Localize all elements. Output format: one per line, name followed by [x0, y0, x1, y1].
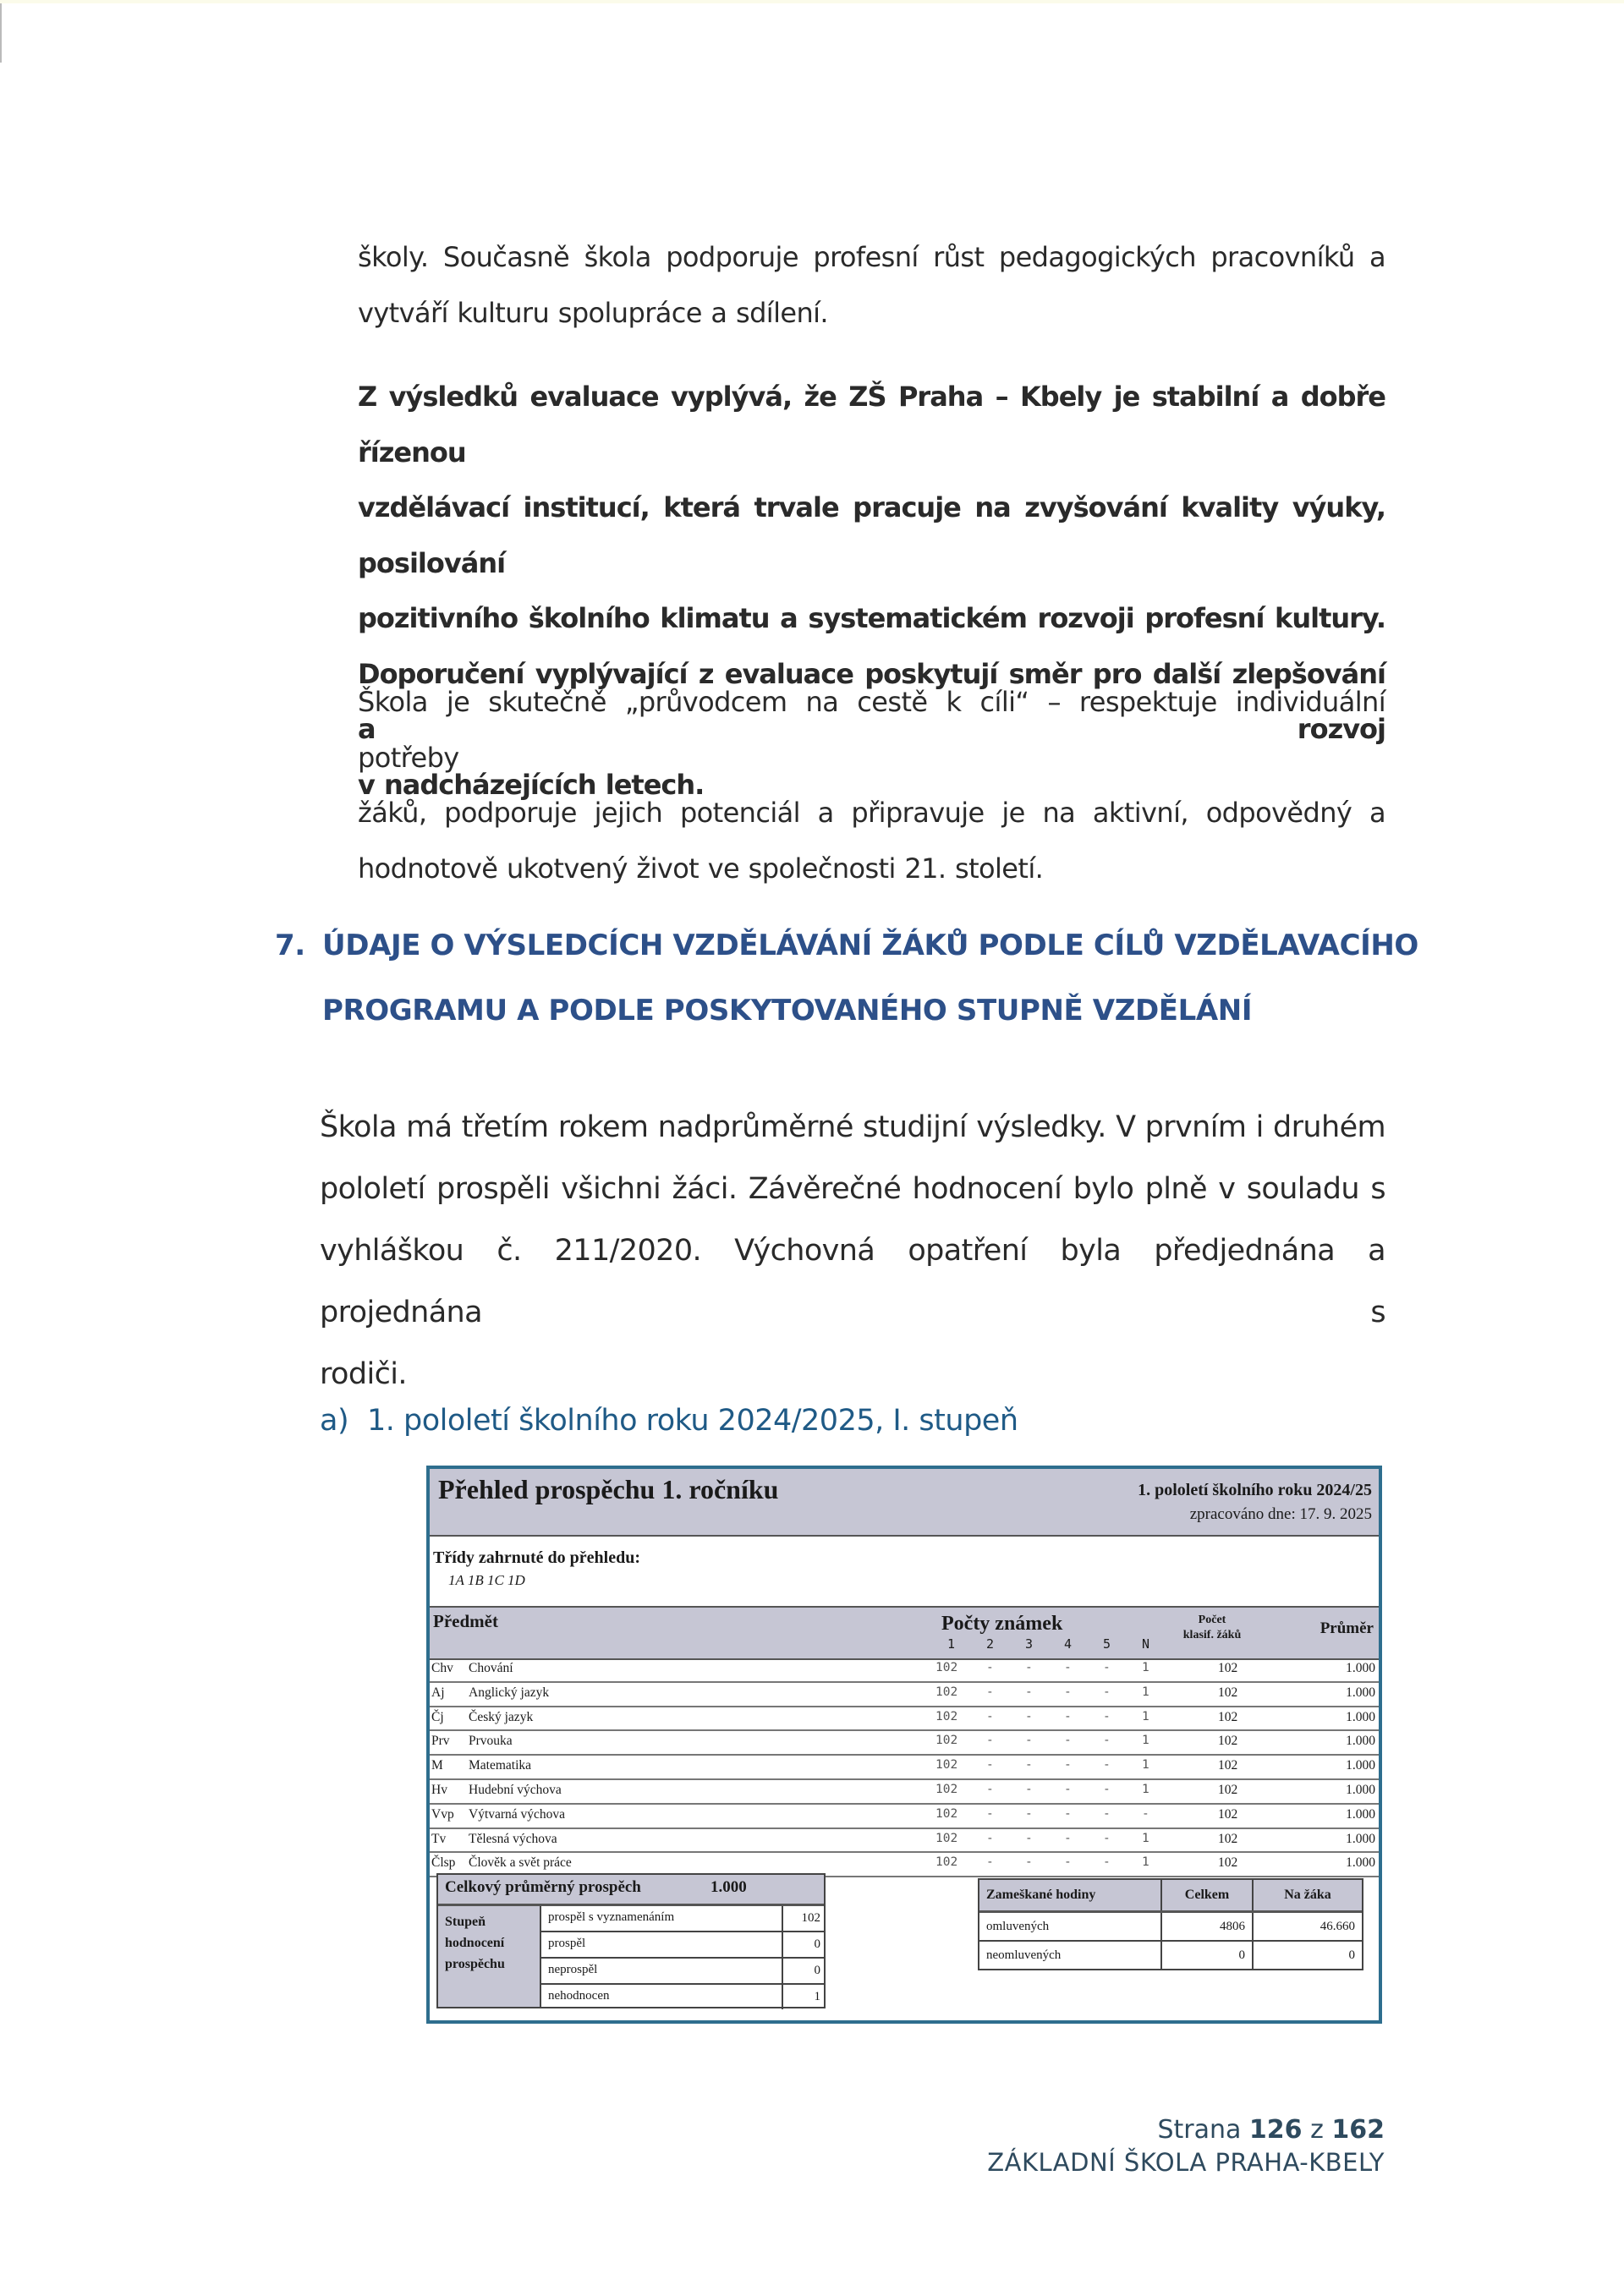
text-line: vytváří kulturu spolupráce a sdílení.: [358, 296, 828, 329]
mark-count: -: [986, 1685, 994, 1699]
grade-level-rows: [541, 1906, 824, 2009]
column-header-mark: 3: [1025, 1636, 1034, 1652]
column-header-count-line: Počet: [1198, 1614, 1226, 1626]
subject-name: Člověk a svět práce: [469, 1855, 572, 1871]
page-current: 126: [1248, 2115, 1303, 2145]
absences-per-pupil: 46.660: [1320, 1919, 1355, 1933]
mark-count: -: [1103, 1734, 1111, 1748]
classes-list: 1A 1B 1C 1D: [448, 1572, 525, 1588]
mark-count: -: [1025, 1855, 1033, 1870]
absences-total: 4806: [1162, 1913, 1254, 1940]
mark-count: -: [1025, 1831, 1033, 1845]
grade-level-name: prospěl s vyznamenáním: [548, 1910, 675, 1924]
mark-count: -: [1103, 1806, 1111, 1821]
subject-abbr: Hv: [431, 1782, 447, 1797]
subject-name: Tělesná výchova: [469, 1831, 557, 1846]
subject-average: 1.000: [1346, 1709, 1375, 1724]
grade-level-label: [438, 1906, 541, 2007]
absences-row: [979, 1913, 1362, 1942]
grade-level-label-line: hodnocení: [445, 1936, 505, 1950]
mark-count: 1: [1142, 1709, 1149, 1723]
mark-count: 102: [935, 1806, 958, 1821]
subject-average: 1.000: [1346, 1855, 1375, 1871]
paragraph-results-intro: [320, 1097, 1385, 1406]
absences-row: [979, 1942, 1362, 1969]
column-header-average: Průměr: [1320, 1619, 1374, 1637]
mark-count: -: [1025, 1709, 1033, 1723]
page-footer: [987, 2114, 1385, 2178]
grade-level-row: [541, 1932, 824, 1959]
grade-level-name: prospěl: [548, 1937, 586, 1950]
mark-count: 102: [935, 1782, 958, 1796]
mark-count: -: [1103, 1685, 1111, 1699]
mark-count: -: [1025, 1734, 1033, 1748]
subject-abbr: Člsp: [431, 1855, 456, 1871]
mark-count: -: [1025, 1685, 1033, 1699]
subsection-heading: [320, 1404, 1018, 1438]
subject-name: Výtvarná výchova: [469, 1806, 566, 1822]
grade-level-row: [541, 1985, 824, 2009]
report-processed-date: zpracováno dne: 17. 9. 2025: [1189, 1505, 1372, 1523]
absences-header: Celkem: [1162, 1880, 1254, 1910]
mark-count: -: [986, 1782, 994, 1796]
school-name: ZÁKLADNÍ ŠKOLA PRAHA-KBELY: [987, 2148, 1385, 2177]
subject-name: Hudební výchova: [469, 1782, 562, 1797]
page-total: 162: [1331, 2115, 1385, 2145]
subject-abbr: Chv: [431, 1661, 453, 1675]
mark-count: -: [986, 1734, 994, 1748]
text-line: Škola má třetím rokem nadprůměrné studijní výsledky. V prvním i druhém: [320, 1110, 1385, 1144]
text-line: vzdělávací institucí, která trvale pracuje na zvyšování kvality výuky, posilování: [358, 491, 1385, 579]
subject-abbr: M: [431, 1758, 443, 1773]
column-header-mark: 1: [947, 1636, 956, 1652]
subject-average: 1.000: [1346, 1831, 1375, 1846]
subject-name: Prvouka: [469, 1734, 513, 1749]
grade-report-image: [426, 1466, 1382, 2024]
classified-count: 102: [1218, 1661, 1238, 1675]
subject-row: [430, 1707, 1379, 1732]
grade-level-row: [541, 1959, 824, 1985]
overall-average-header: [438, 1875, 824, 1906]
subject-average: 1.000: [1346, 1685, 1375, 1700]
grade-level-label-line: prospěchu: [445, 1957, 505, 1971]
mark-count: 1: [1142, 1758, 1149, 1773]
absences-header: Zameškané hodiny: [979, 1880, 1162, 1910]
mark-count: -: [986, 1831, 994, 1845]
mark-count: -: [986, 1806, 994, 1821]
mark-count: -: [1064, 1758, 1072, 1773]
text-line: v nadcházejících letech.: [358, 768, 705, 801]
classified-count: 102: [1218, 1685, 1238, 1700]
column-header-mark: 2: [986, 1636, 995, 1652]
column-header-subject: Předmět: [433, 1611, 498, 1631]
page-number: [987, 2114, 1385, 2146]
mark-count: 1: [1142, 1782, 1149, 1796]
report-title: Přehled prospěchu 1. ročníku: [438, 1474, 779, 1504]
subject-row: [430, 1805, 1379, 1829]
absences-header-row: [979, 1880, 1362, 1913]
subject-row: [430, 1658, 1379, 1683]
mark-count: -: [1103, 1661, 1111, 1674]
text-line: hodnotově ukotvený život ve společnosti 21. století.: [358, 852, 1044, 885]
absences-header: Na žáka: [1284, 1888, 1331, 1902]
mark-count: -: [1064, 1685, 1072, 1699]
subject-average: 1.000: [1346, 1758, 1375, 1773]
subject-average: 1.000: [1346, 1782, 1375, 1797]
page-separator: z: [1310, 2115, 1324, 2145]
grade-level-name: neprospěl: [548, 1963, 598, 1976]
grade-level-name: nehodnocen: [548, 1989, 610, 2003]
classified-count: 102: [1218, 1734, 1238, 1749]
mark-count: 102: [935, 1685, 958, 1699]
subject-name: Anglický jazyk: [469, 1685, 550, 1700]
mark-count: -: [1103, 1831, 1111, 1845]
column-header-marks: Počty známek: [941, 1613, 1063, 1635]
text-line: vyhláškou č. 211/2020. Výchovná opatření byla předjednána a projednána s: [320, 1234, 1385, 1329]
subject-row: [430, 1756, 1379, 1780]
subject-abbr: Čj: [431, 1709, 444, 1724]
mark-count: -: [1103, 1709, 1111, 1723]
subject-abbr: Prv: [431, 1734, 450, 1749]
text-line: rodiči.: [320, 1357, 407, 1391]
subject-row: [430, 1683, 1379, 1707]
mark-count: 1: [1142, 1661, 1149, 1674]
grade-level-count: 1: [782, 1985, 820, 2009]
mark-count: 1: [1142, 1831, 1149, 1845]
mark-count: -: [1025, 1782, 1033, 1796]
mark-count: 102: [935, 1709, 958, 1723]
classified-count: 102: [1218, 1806, 1238, 1822]
mark-count: -: [1142, 1806, 1149, 1821]
grade-level-count: 0: [782, 1959, 820, 1983]
mark-count: 102: [935, 1855, 958, 1870]
subject-abbr: Tv: [431, 1831, 447, 1846]
text-line: pololetí prospěli všichni žáci. Závěrečné hodnocení bylo plně v souladu s: [320, 1172, 1385, 1206]
mark-count: -: [1025, 1661, 1033, 1674]
mark-count: 102: [935, 1661, 958, 1674]
section-title-line: ÚDAJE O VÝSLEDCÍCH VZDĚLÁVÁNÍ ŽÁKŮ PODLE CÍLŮ VZDĚLAVACÍHO: [322, 929, 1418, 962]
mark-count: -: [986, 1758, 994, 1773]
report-header: [430, 1469, 1379, 1537]
overall-average-label: Celkový průměrný prospěch: [445, 1878, 641, 1896]
text-line: žáků, podporuje jejich potenciál a připravuje je na aktivní, odpovědný a: [358, 797, 1385, 829]
section-number: 7.: [275, 929, 305, 962]
mark-count: 1: [1142, 1855, 1149, 1870]
mark-count: -: [1103, 1758, 1111, 1773]
mark-count: 102: [935, 1734, 958, 1748]
mark-count: -: [1025, 1806, 1033, 1821]
column-header-mark: 4: [1064, 1636, 1073, 1652]
text-line: Škola je skutečně „průvodcem na cestě k cíli“ – respektuje individuální potřeby: [358, 686, 1385, 774]
column-header-count: [1157, 1613, 1267, 1643]
column-header-count-line: klasif. žáků: [1182, 1629, 1242, 1641]
paragraph-staff-growth: [358, 230, 1385, 341]
subject-row: [430, 1780, 1379, 1805]
mark-count: 1: [1142, 1685, 1149, 1699]
mark-count: -: [1064, 1734, 1072, 1748]
subsection-title: 1. pololetí školního roku 2024/2025, I. stupeň: [367, 1404, 1018, 1438]
classified-count: 102: [1218, 1831, 1238, 1846]
scan-edge-left: [0, 3, 2, 63]
paragraph-school-mission: [358, 675, 1385, 896]
subject-average: 1.000: [1346, 1661, 1375, 1675]
subject-abbr: Aj: [431, 1685, 445, 1700]
mark-count: -: [1064, 1661, 1072, 1674]
page-prefix: Strana: [1157, 2115, 1242, 2145]
classified-count: 102: [1218, 1709, 1238, 1724]
mark-count: -: [986, 1855, 994, 1870]
classified-count: 102: [1218, 1782, 1238, 1797]
grid-header: [430, 1606, 1379, 1660]
grade-level-count: 102: [782, 1906, 820, 1931]
absences-total: 0: [1162, 1942, 1254, 1969]
absences-table: [978, 1878, 1363, 1970]
classified-count: 102: [1218, 1758, 1238, 1773]
absences-type: neomluvených: [979, 1942, 1162, 1969]
text-line: pozitivního školního klimatu a systematickém rozvoji profesní kultury.: [358, 602, 1385, 634]
subject-average: 1.000: [1346, 1806, 1375, 1822]
classes-label: Třídy zahrnuté do přehledu:: [433, 1548, 641, 1567]
subsection-label: a): [320, 1404, 349, 1438]
mark-count: -: [1064, 1855, 1072, 1870]
subject-name: Chování: [469, 1661, 513, 1675]
mark-count: -: [1064, 1709, 1072, 1723]
grade-level-row: [541, 1906, 824, 1932]
subject-abbr: Vvp: [431, 1806, 454, 1822]
mark-count: -: [1064, 1831, 1072, 1845]
subject-name: Matematika: [469, 1758, 532, 1773]
subject-name: Český jazyk: [469, 1709, 534, 1724]
section-title-line: PROGRAMU A PODLE POSKYTOVANÉHO STUPNĚ VZDĚLÁNÍ: [322, 994, 1253, 1027]
overall-average-value: 1.000: [710, 1878, 747, 1896]
text-line: školy. Současně škola podporuje profesní růst pedagogických pracovníků a: [358, 241, 1385, 273]
mark-count: 102: [935, 1758, 958, 1773]
classified-count: 102: [1218, 1855, 1238, 1871]
mark-count: -: [1064, 1782, 1072, 1796]
mark-count: 102: [935, 1831, 958, 1845]
scan-edge-top: [0, 0, 1624, 3]
subject-average: 1.000: [1346, 1734, 1375, 1749]
mark-count: -: [986, 1661, 994, 1674]
mark-count: -: [1064, 1806, 1072, 1821]
subject-row: [430, 1731, 1379, 1756]
column-header-mark: 5: [1103, 1636, 1111, 1652]
report-period: 1. pololetí školního roku 2024/25: [1138, 1481, 1372, 1499]
subject-rows: [430, 1658, 1379, 1877]
grade-level-label-line: Stupeň: [445, 1915, 486, 1929]
column-header-mark: N: [1142, 1636, 1150, 1652]
overall-results-box: [436, 1873, 826, 2008]
grade-level-count: 0: [782, 1932, 820, 1957]
subject-row: [430, 1829, 1379, 1854]
absences-type: omluvených: [979, 1913, 1162, 1940]
mark-count: -: [1103, 1855, 1111, 1870]
mark-count: -: [986, 1709, 994, 1723]
mark-count: 1: [1142, 1734, 1149, 1748]
mark-count: -: [1025, 1758, 1033, 1773]
text-line: Doporučení vyplývající z evaluace poskytují směr pro další zlepšování a rozvoj: [358, 657, 1385, 745]
absences-per-pupil: 0: [1348, 1948, 1355, 1962]
text-line: Z výsledků evaluace vyplývá, že ZŠ Praha – Kbely je stabilní a dobře řízenou: [358, 381, 1385, 469]
mark-count: -: [1103, 1782, 1111, 1796]
